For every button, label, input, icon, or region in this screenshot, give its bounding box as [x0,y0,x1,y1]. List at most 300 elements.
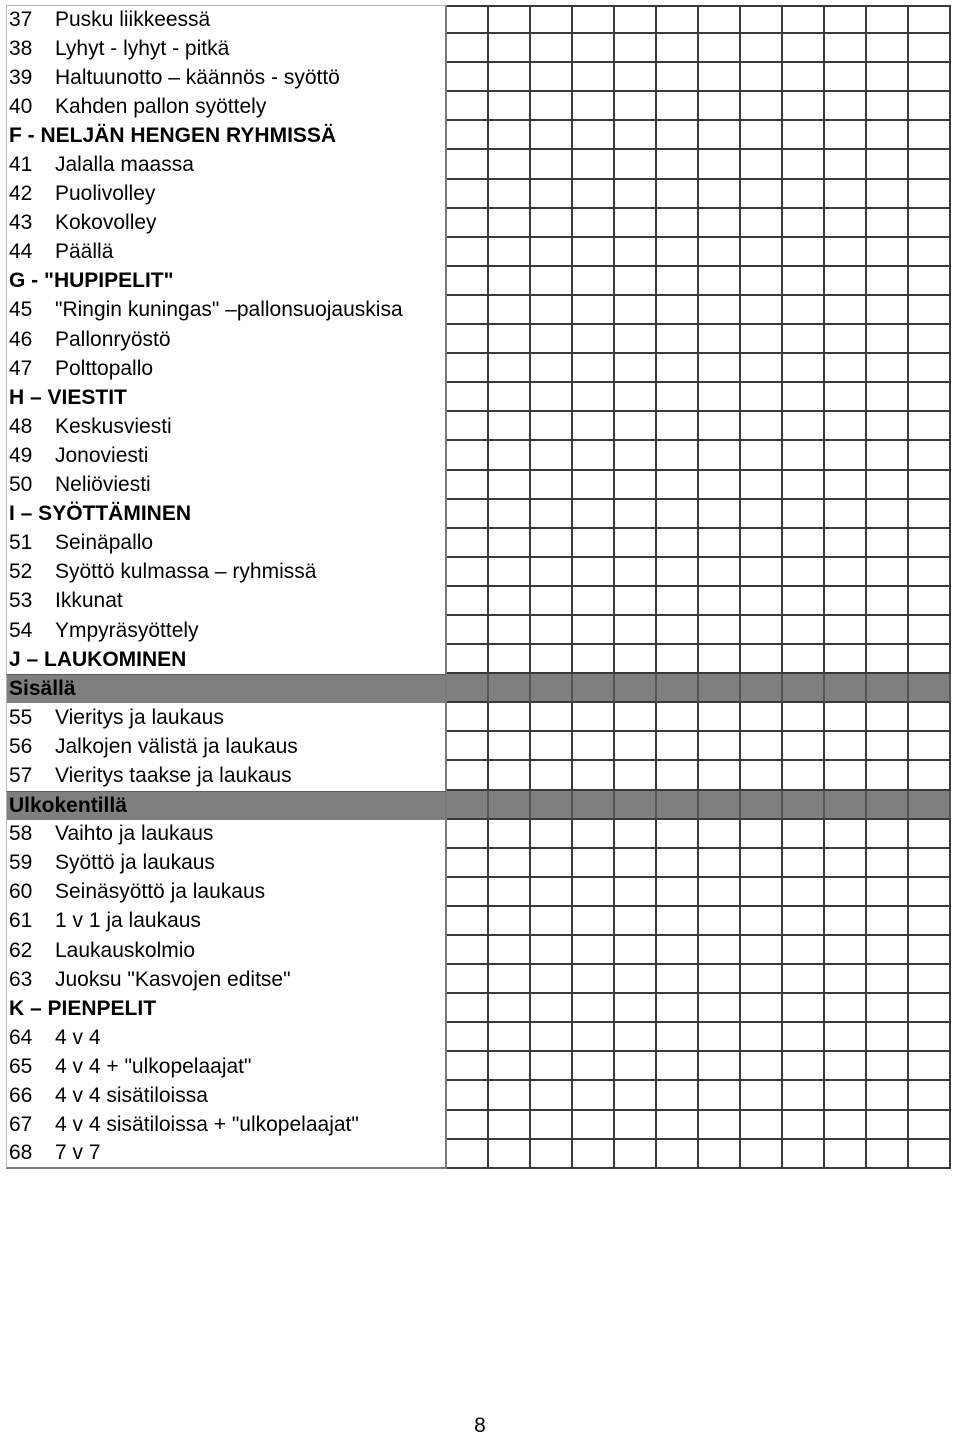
check-cell[interactable] [447,1023,489,1052]
check-cell[interactable] [699,5,741,34]
check-cell[interactable] [909,238,951,267]
check-cell[interactable] [867,616,909,645]
check-cell[interactable] [447,209,489,238]
check-cell[interactable] [573,1023,615,1052]
check-cell[interactable] [699,1052,741,1081]
check-cell[interactable] [657,1081,699,1110]
check-cell[interactable] [615,412,657,441]
check-cell[interactable] [783,1052,825,1081]
check-cell[interactable] [657,238,699,267]
check-cell[interactable] [657,936,699,965]
check-cell[interactable] [447,1111,489,1140]
check-cell[interactable] [699,761,741,790]
check-cell[interactable] [909,878,951,907]
check-cell[interactable] [615,529,657,558]
check-cell[interactable] [489,1052,531,1081]
check-cell[interactable] [783,63,825,92]
check-cell[interactable] [615,1023,657,1052]
check-cell[interactable] [909,703,951,732]
check-cell[interactable] [447,878,489,907]
check-cell[interactable] [489,820,531,849]
check-cell[interactable] [573,558,615,587]
check-cell[interactable] [657,703,699,732]
check-cell[interactable] [867,325,909,354]
check-cell[interactable] [531,820,573,849]
check-cell[interactable] [825,587,867,616]
check-cell[interactable] [531,1111,573,1140]
check-cell[interactable] [909,471,951,500]
check-cell[interactable] [447,63,489,92]
check-cell[interactable] [615,238,657,267]
check-cell[interactable] [699,471,741,500]
check-cell[interactable] [447,325,489,354]
check-cell[interactable] [825,412,867,441]
check-cell[interactable] [699,878,741,907]
check-cell[interactable] [909,1052,951,1081]
check-cell[interactable] [909,325,951,354]
check-cell[interactable] [741,1111,783,1140]
check-cell[interactable] [657,471,699,500]
check-cell[interactable] [825,1081,867,1110]
check-cell[interactable] [657,441,699,470]
check-cell[interactable] [741,34,783,63]
check-cell[interactable] [573,354,615,383]
check-cell[interactable] [699,558,741,587]
check-cell[interactable] [489,1081,531,1110]
check-cell[interactable] [825,209,867,238]
check-cell[interactable] [573,587,615,616]
check-cell[interactable] [699,732,741,761]
check-cell[interactable] [825,34,867,63]
check-cell[interactable] [615,92,657,121]
check-cell[interactable] [489,1023,531,1052]
check-cell[interactable] [531,92,573,121]
check-cell[interactable] [447,849,489,878]
check-cell[interactable] [615,63,657,92]
check-cell[interactable] [825,529,867,558]
check-cell[interactable] [867,907,909,936]
check-cell[interactable] [447,441,489,470]
check-cell[interactable] [825,1111,867,1140]
check-cell[interactable] [699,1081,741,1110]
check-cell[interactable] [783,150,825,179]
check-cell[interactable] [741,209,783,238]
check-cell[interactable] [783,34,825,63]
check-cell[interactable] [909,180,951,209]
check-cell[interactable] [867,849,909,878]
check-cell[interactable] [867,5,909,34]
check-cell[interactable] [825,150,867,179]
check-cell[interactable] [489,558,531,587]
check-cell[interactable] [783,936,825,965]
check-cell[interactable] [489,5,531,34]
check-cell[interactable] [741,412,783,441]
check-cell[interactable] [783,965,825,994]
check-cell[interactable] [573,732,615,761]
check-cell[interactable] [825,703,867,732]
check-cell[interactable] [489,849,531,878]
check-cell[interactable] [741,936,783,965]
check-cell[interactable] [531,936,573,965]
check-cell[interactable] [447,732,489,761]
check-cell[interactable] [531,529,573,558]
check-cell[interactable] [825,820,867,849]
check-cell[interactable] [573,1052,615,1081]
check-cell[interactable] [447,907,489,936]
check-cell[interactable] [447,703,489,732]
check-cell[interactable] [867,703,909,732]
check-cell[interactable] [531,703,573,732]
check-cell[interactable] [489,209,531,238]
check-cell[interactable] [615,732,657,761]
check-cell[interactable] [741,965,783,994]
check-cell[interactable] [615,354,657,383]
check-cell[interactable] [657,1140,699,1169]
check-cell[interactable] [867,1052,909,1081]
check-cell[interactable] [531,878,573,907]
check-cell[interactable] [531,907,573,936]
check-cell[interactable] [825,238,867,267]
check-cell[interactable] [867,1023,909,1052]
check-cell[interactable] [447,1052,489,1081]
check-cell[interactable] [615,5,657,34]
check-cell[interactable] [447,5,489,34]
check-cell[interactable] [531,63,573,92]
check-cell[interactable] [867,209,909,238]
check-cell[interactable] [699,412,741,441]
check-cell[interactable] [657,1111,699,1140]
check-cell[interactable] [615,907,657,936]
check-cell[interactable] [531,34,573,63]
check-cell[interactable] [657,180,699,209]
check-cell[interactable] [615,558,657,587]
check-cell[interactable] [657,849,699,878]
check-cell[interactable] [867,238,909,267]
check-cell[interactable] [657,529,699,558]
check-cell[interactable] [867,180,909,209]
check-cell[interactable] [699,616,741,645]
check-cell[interactable] [489,761,531,790]
check-cell[interactable] [489,238,531,267]
check-cell[interactable] [867,354,909,383]
check-cell[interactable] [489,732,531,761]
check-cell[interactable] [531,471,573,500]
check-cell[interactable] [489,150,531,179]
check-cell[interactable] [573,529,615,558]
check-cell[interactable] [867,878,909,907]
check-cell[interactable] [489,412,531,441]
check-cell[interactable] [909,965,951,994]
check-cell[interactable] [531,616,573,645]
check-cell[interactable] [867,441,909,470]
check-cell[interactable] [531,296,573,325]
check-cell[interactable] [447,92,489,121]
check-cell[interactable] [531,1023,573,1052]
check-cell[interactable] [489,529,531,558]
check-cell[interactable] [615,1081,657,1110]
check-cell[interactable] [489,354,531,383]
check-cell[interactable] [489,616,531,645]
check-cell[interactable] [699,529,741,558]
check-cell[interactable] [741,1052,783,1081]
check-cell[interactable] [825,92,867,121]
check-cell[interactable] [573,703,615,732]
check-cell[interactable] [867,1081,909,1110]
check-cell[interactable] [615,849,657,878]
check-cell[interactable] [825,936,867,965]
check-cell[interactable] [573,907,615,936]
check-cell[interactable] [657,965,699,994]
check-cell[interactable] [699,354,741,383]
check-cell[interactable] [741,820,783,849]
check-cell[interactable] [699,965,741,994]
check-cell[interactable] [699,63,741,92]
check-cell[interactable] [909,34,951,63]
check-cell[interactable] [867,732,909,761]
check-cell[interactable] [447,296,489,325]
check-cell[interactable] [741,150,783,179]
check-cell[interactable] [867,150,909,179]
check-cell[interactable] [783,820,825,849]
check-cell[interactable] [573,412,615,441]
check-cell[interactable] [447,412,489,441]
check-cell[interactable] [447,936,489,965]
check-cell[interactable] [657,354,699,383]
check-cell[interactable] [573,150,615,179]
check-cell[interactable] [741,92,783,121]
check-cell[interactable] [489,34,531,63]
check-cell[interactable] [447,761,489,790]
check-cell[interactable] [489,1140,531,1169]
check-cell[interactable] [699,180,741,209]
check-cell[interactable] [615,703,657,732]
check-cell[interactable] [573,209,615,238]
check-cell[interactable] [867,412,909,441]
check-cell[interactable] [783,558,825,587]
check-cell[interactable] [573,296,615,325]
check-cell[interactable] [489,296,531,325]
check-cell[interactable] [531,558,573,587]
check-cell[interactable] [783,1111,825,1140]
check-cell[interactable] [573,34,615,63]
check-cell[interactable] [867,63,909,92]
check-cell[interactable] [783,616,825,645]
check-cell[interactable] [657,732,699,761]
check-cell[interactable] [489,63,531,92]
check-cell[interactable] [447,354,489,383]
check-cell[interactable] [489,1111,531,1140]
check-cell[interactable] [825,63,867,92]
check-cell[interactable] [615,1140,657,1169]
check-cell[interactable] [657,878,699,907]
check-cell[interactable] [699,703,741,732]
check-cell[interactable] [699,907,741,936]
check-cell[interactable] [909,354,951,383]
check-cell[interactable] [657,5,699,34]
check-cell[interactable] [699,209,741,238]
check-cell[interactable] [867,820,909,849]
check-cell[interactable] [489,703,531,732]
check-cell[interactable] [573,471,615,500]
check-cell[interactable] [825,732,867,761]
check-cell[interactable] [573,1081,615,1110]
check-cell[interactable] [447,1140,489,1169]
check-cell[interactable] [573,92,615,121]
check-cell[interactable] [489,907,531,936]
check-cell[interactable] [489,878,531,907]
check-cell[interactable] [699,587,741,616]
check-cell[interactable] [447,820,489,849]
check-cell[interactable] [531,1052,573,1081]
check-cell[interactable] [783,209,825,238]
check-cell[interactable] [783,5,825,34]
check-cell[interactable] [573,616,615,645]
check-cell[interactable] [615,965,657,994]
check-cell[interactable] [825,441,867,470]
check-cell[interactable] [573,180,615,209]
check-cell[interactable] [699,92,741,121]
check-cell[interactable] [825,849,867,878]
check-cell[interactable] [615,1111,657,1140]
check-cell[interactable] [531,1081,573,1110]
check-cell[interactable] [447,587,489,616]
check-cell[interactable] [615,471,657,500]
check-cell[interactable] [909,1081,951,1110]
check-cell[interactable] [741,849,783,878]
check-cell[interactable] [783,529,825,558]
check-cell[interactable] [909,907,951,936]
check-cell[interactable] [741,878,783,907]
check-cell[interactable] [741,238,783,267]
check-cell[interactable] [699,150,741,179]
check-cell[interactable] [573,820,615,849]
check-cell[interactable] [867,587,909,616]
check-cell[interactable] [657,296,699,325]
check-cell[interactable] [741,616,783,645]
check-cell[interactable] [825,761,867,790]
check-cell[interactable] [615,34,657,63]
check-cell[interactable] [741,180,783,209]
check-cell[interactable] [531,761,573,790]
check-cell[interactable] [531,209,573,238]
check-cell[interactable] [447,558,489,587]
check-cell[interactable] [909,1111,951,1140]
check-cell[interactable] [741,529,783,558]
check-cell[interactable] [783,878,825,907]
check-cell[interactable] [657,616,699,645]
check-cell[interactable] [741,732,783,761]
check-cell[interactable] [741,1140,783,1169]
check-cell[interactable] [531,354,573,383]
check-cell[interactable] [825,471,867,500]
check-cell[interactable] [657,820,699,849]
check-cell[interactable] [741,1023,783,1052]
check-cell[interactable] [699,325,741,354]
check-cell[interactable] [867,965,909,994]
check-cell[interactable] [615,325,657,354]
check-cell[interactable] [657,325,699,354]
check-cell[interactable] [447,471,489,500]
check-cell[interactable] [783,1140,825,1169]
check-cell[interactable] [447,34,489,63]
check-cell[interactable] [825,1023,867,1052]
check-cell[interactable] [909,936,951,965]
check-cell[interactable] [825,1140,867,1169]
check-cell[interactable] [657,1052,699,1081]
check-cell[interactable] [489,587,531,616]
check-cell[interactable] [741,296,783,325]
check-cell[interactable] [615,878,657,907]
check-cell[interactable] [909,1023,951,1052]
check-cell[interactable] [699,1111,741,1140]
check-cell[interactable] [741,761,783,790]
check-cell[interactable] [741,558,783,587]
check-cell[interactable] [699,296,741,325]
check-cell[interactable] [447,529,489,558]
check-cell[interactable] [909,150,951,179]
check-cell[interactable] [489,180,531,209]
check-cell[interactable] [657,63,699,92]
check-cell[interactable] [615,441,657,470]
check-cell[interactable] [573,878,615,907]
check-cell[interactable] [783,761,825,790]
check-cell[interactable] [909,761,951,790]
check-cell[interactable] [615,761,657,790]
check-cell[interactable] [909,558,951,587]
check-cell[interactable] [909,849,951,878]
check-cell[interactable] [909,441,951,470]
check-cell[interactable] [741,703,783,732]
check-cell[interactable] [783,296,825,325]
check-cell[interactable] [783,703,825,732]
check-cell[interactable] [657,34,699,63]
check-cell[interactable] [615,180,657,209]
check-cell[interactable] [867,92,909,121]
check-cell[interactable] [573,63,615,92]
check-cell[interactable] [825,907,867,936]
check-cell[interactable] [783,1023,825,1052]
check-cell[interactable] [489,471,531,500]
check-cell[interactable] [741,354,783,383]
check-cell[interactable] [447,180,489,209]
check-cell[interactable] [909,5,951,34]
check-cell[interactable] [447,150,489,179]
check-cell[interactable] [489,965,531,994]
check-cell[interactable] [783,907,825,936]
check-cell[interactable] [615,936,657,965]
check-cell[interactable] [447,965,489,994]
check-cell[interactable] [783,92,825,121]
check-cell[interactable] [615,150,657,179]
check-cell[interactable] [867,1140,909,1169]
check-cell[interactable] [867,471,909,500]
check-cell[interactable] [783,354,825,383]
check-cell[interactable] [531,150,573,179]
check-cell[interactable] [573,1111,615,1140]
check-cell[interactable] [783,1081,825,1110]
check-cell[interactable] [825,558,867,587]
check-cell[interactable] [531,238,573,267]
check-cell[interactable] [867,936,909,965]
check-cell[interactable] [531,587,573,616]
check-cell[interactable] [741,5,783,34]
check-cell[interactable] [657,1023,699,1052]
check-cell[interactable] [573,441,615,470]
check-cell[interactable] [573,936,615,965]
check-cell[interactable] [741,441,783,470]
check-cell[interactable] [447,238,489,267]
check-cell[interactable] [783,849,825,878]
